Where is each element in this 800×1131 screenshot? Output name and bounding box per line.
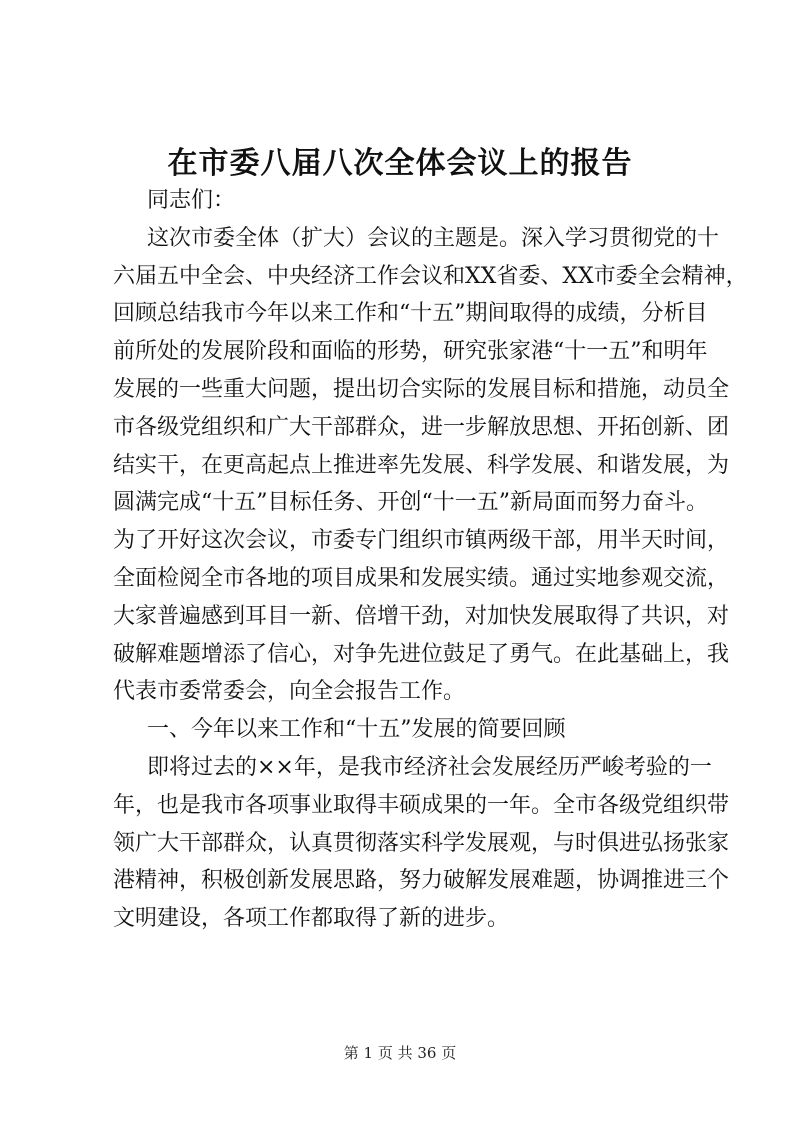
paragraph-line: 破解难题增添了信心，对争先进位鼓足了勇气。在此基础上，我: [113, 641, 730, 667]
paragraph-line: 领广大干部群众，认真贯彻落实科学发展观，与时俱进弘扬张家: [113, 830, 730, 856]
document-title: 在市委八届八次全体会议上的报告: [167, 146, 633, 181]
paragraph-line: 港精神，积极创新发展思路，努力破解发展难题，协调推进三个: [113, 868, 730, 894]
paragraph-line: 市各级党组织和广大干部群众，进一步解放思想、开拓创新、团: [113, 414, 730, 440]
document-body: [113, 182, 748, 938]
paragraph-line: 全面检阅全市各地的项目成果和发展实绩。通过实地参观交流，: [113, 565, 730, 591]
paragraph-line: 六届五中全会、中央经济工作会议和XX省委、XX市委全会精神，: [113, 263, 748, 289]
paragraph-line: 前所处的发展阶段和面临的形势，研究张家港“十一五”和明年: [113, 339, 708, 365]
paragraph-line: 回顾总结我市今年以来工作和“十五”期间取得的成绩，分析目: [113, 301, 708, 327]
section-heading: 一、今年以来工作和“十五”发展的简要回顾: [147, 717, 566, 743]
paragraph-line: 即将过去的××年，是我市经济社会发展经历严峻考验的一: [147, 754, 712, 780]
paragraph-line: 年，也是我市各项事业取得丰硕成果的一年。全市各级党组织带: [113, 792, 730, 818]
page-footer: 第 1 页 共 36 页: [343, 1044, 457, 1062]
paragraph-line: 结实干，在更高起点上推进率先发展、科学发展、和谐发展，为: [113, 452, 730, 478]
paragraph-line: 大家普遍感到耳目一新、倍增干劲，对加快发展取得了共识，对: [113, 603, 730, 629]
paragraph-line: 这次市委全体（扩大）会议的主题是。深入学习贯彻党的十: [147, 225, 720, 251]
paragraph-line: 为了开好这次会议，市委专门组织市镇两级干部，用半天时间，: [113, 528, 730, 554]
paragraph-line: 文明建设，各项工作都取得了新的进步。: [113, 906, 510, 932]
paragraph-line: 代表市委常委会，向全会报告工作。: [113, 679, 466, 705]
paragraph-line: 圆满完成“十五”目标任务、开创“十一五”新局面而努力奋斗。: [113, 490, 708, 516]
paragraph-line: 发展的一些重大问题，提出切合实际的发展目标和措施，动员全: [113, 376, 730, 402]
salutation-line: 同志们：: [147, 188, 236, 213]
